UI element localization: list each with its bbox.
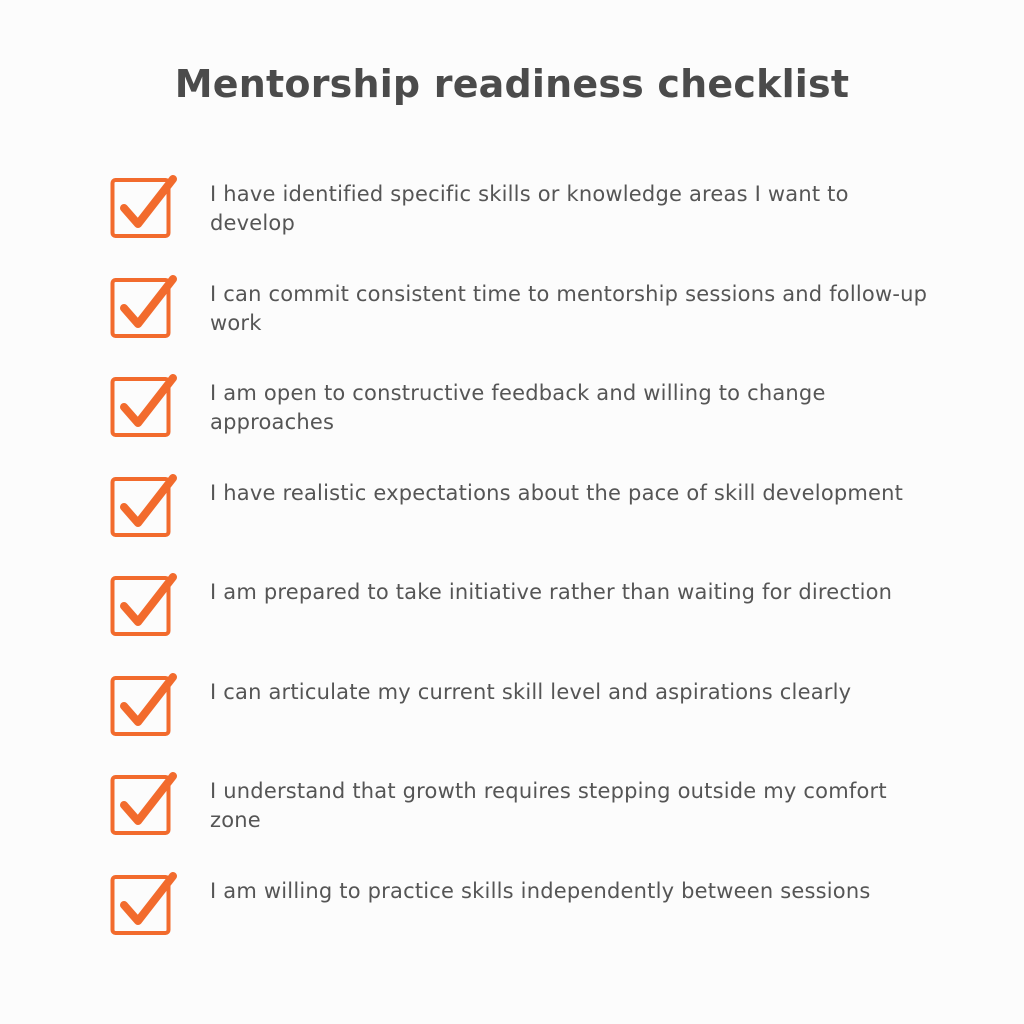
checklist-item — [110, 672, 930, 772]
checklist-item-text: I have realistic expectations about the pace of skill development — [210, 480, 904, 505]
checklist-item-text: I am willing to practice skills independently between sessions — [210, 878, 871, 903]
checklist-item — [110, 274, 930, 374]
checklist-item — [110, 572, 930, 672]
checked-checkbox-icon[interactable] — [110, 373, 180, 439]
readiness-checklist — [110, 174, 930, 970]
checklist-item-text: I can commit consistent time to mentorship sessions and follow-up work — [210, 281, 928, 335]
checked-checkbox-icon[interactable] — [110, 572, 180, 638]
checklist-item — [110, 473, 930, 573]
checklist-item — [110, 174, 930, 274]
page-title: Mentorship readiness checklist — [174, 62, 850, 106]
checklist-item-text: I have identified specific skills or knowledge areas I want to develop — [210, 182, 849, 235]
checked-checkbox-icon[interactable] — [110, 771, 180, 837]
checklist-item-text: I can articulate my current skill level and aspirations clearly — [210, 679, 852, 704]
checklist-item-text: I am prepared to take initiative rather than waiting for direction — [210, 580, 893, 604]
checked-checkbox-icon[interactable] — [110, 174, 180, 240]
checklist-item-text: I am open to constructive feedback and willing to change approaches — [210, 381, 826, 434]
checklist-item-text: I understand that growth requires stepping outside my comfort zone — [210, 779, 887, 832]
checked-checkbox-icon[interactable] — [110, 871, 180, 937]
checked-checkbox-icon[interactable] — [110, 274, 180, 340]
checklist-item — [110, 871, 930, 971]
checked-checkbox-icon[interactable] — [110, 473, 180, 539]
checked-checkbox-icon[interactable] — [110, 672, 180, 738]
checklist-item — [110, 771, 930, 871]
checklist-item — [110, 373, 930, 473]
